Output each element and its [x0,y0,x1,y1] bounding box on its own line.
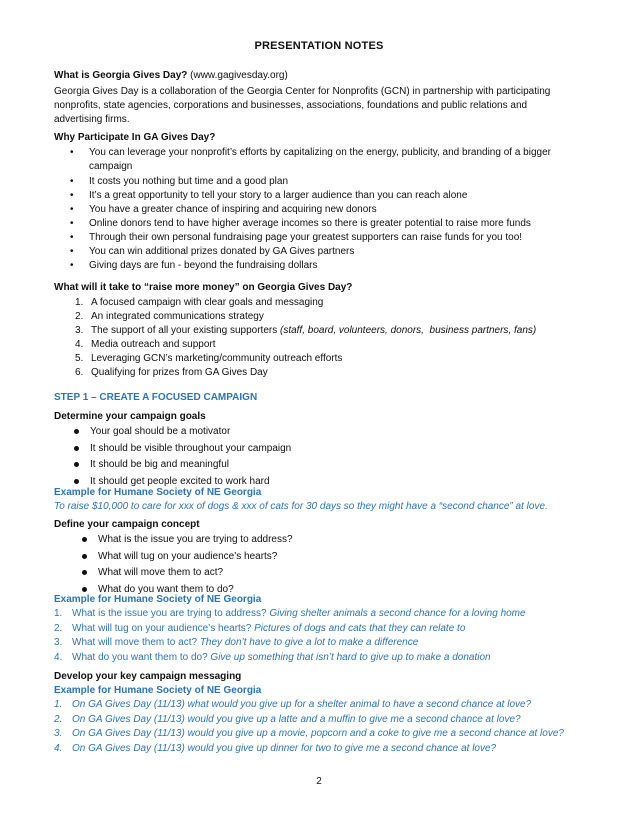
goals-heading: Determine your campaign goals [54,411,206,422]
why-continuation: campaign [89,161,133,172]
intro-line-1: Georgia Gives Day is a collaboration of the Georgia Center for Nonprofits (GCN) in partnership with participating [54,86,551,97]
list-item: 1. On GA Gives Day (11/13) what would you give up for a shelter animal to have a second chance at love? [54,699,532,710]
list-item: 1. A focused campaign with clear goals and messaging [75,297,324,308]
list-item: 2. An integrated communications strategy [75,311,264,322]
list-item: 4. What do you want them to do? Give up something that isn’t hard to give up to make a donation [54,651,491,663]
list-item: • It costs you nothing but time and a good plan [70,175,600,189]
intro-line-3: advertising firms. [54,114,130,125]
list-item: • Giving days are fun - beyond the fundraising dollars [70,259,600,273]
take-list [75,296,536,380]
page-number: 2 [316,776,322,787]
list-item: 2. What will tug on your audience’s hearts? Pictures of dogs and cats that they can relate to [54,622,466,634]
list-item: • You have a greater chance of inspiring and acquiring new donors [70,203,600,217]
intro-heading: What is Georgia Gives Day? [54,70,188,81]
list-item: What do you want them to do? [80,582,580,599]
list-item: • Through their own personal fundraising page your greatest supporters can raise funds for you too! [70,231,600,245]
concept-heading: Define your campaign concept [54,519,200,530]
list-item: 3. The support of all your existing supporters (staff, board, volunteers, donors, business partners, fans) [75,325,537,336]
messaging-heading: Develop your key campaign messaging [54,671,242,682]
list-item: 6. Qualifying for prizes from GA Gives Day [75,367,268,378]
messaging-example-heading: Example for Humane Society of NE Georgia [54,685,262,696]
why-heading: Why Participate In GA Gives Day? [54,132,216,143]
concept-answers [54,607,614,665]
intro-heading-line [54,69,594,83]
list-item: 4. Media outreach and support [75,339,216,350]
intro-line-2: nonprofits, state agencies, corporations and businesses, associations, foundations and public relations and [54,100,528,111]
step1-heading: STEP 1 – CREATE A FOCUSED CAMPAIGN [54,392,258,403]
concept-list [80,532,580,598]
concept-example-heading: Example for Humane Society of NE Georgia [54,594,262,605]
list-item: 2. On GA Gives Day (11/13) would you give up a latte and a muffin to give me a second chance at love? [54,713,521,725]
list-item: 5. Leveraging GCN’s marketing/community outreach efforts [75,353,343,364]
list-item: It should get people excited to work hard [72,474,572,491]
list-item: It should be big and meaningful [72,457,572,474]
list-item: What will move them to act? [80,565,580,582]
intro-url: (www.gagivesday.org) [190,70,288,81]
list-item: • You can win additional prizes donated by GA Gives partners [70,245,600,259]
list-item: 4. On GA Gives Day (11/13) would you give up dinner for two to give me a second chance at love? [54,742,497,754]
list-item: 1. What is the issue you are trying to address? Giving shelter animals a second chance for a loving home [54,608,526,619]
list-item: • It’s a great opportunity to tell your story to a larger audience than you can reach alone [70,189,600,203]
list-item: What is the issue you are trying to address? [80,532,580,549]
list-item: Your goal should be a motivator [72,424,572,441]
goals-example-text: To raise $10,000 to care for xxx of dogs & xxx of cats for 30 days so they might have a “second chance” at love. [54,501,548,512]
why-list [70,146,600,160]
take-heading: What will it take to “raise more money” on Georgia Gives Day? [54,282,353,293]
list-item: • Online donors tend to have higher average incomes so there is greater potential to raise more funds [70,217,600,231]
goals-example-heading: Example for Humane Society of NE Georgia [54,487,262,498]
list-item: 3. What will move them to act? They don’t have to give a lot to make a difference [54,637,419,648]
list-item: What will tug on your audience’s hearts? [80,549,580,566]
page-title: PRESENTATION NOTES [254,40,384,52]
list-item: 3. On GA Gives Day (11/13) would you give up a movie, popcorn and a coke to give me a second chance at love? [54,728,564,739]
why-list-rest [70,175,600,273]
list-item: • You can leverage your nonprofit’s efforts by capitalizing on the energy, publicity, and branding of a bigger [70,146,600,160]
goals-list [72,424,572,490]
list-item: It should be visible throughout your campaign [72,441,572,458]
messaging-list [54,698,614,756]
